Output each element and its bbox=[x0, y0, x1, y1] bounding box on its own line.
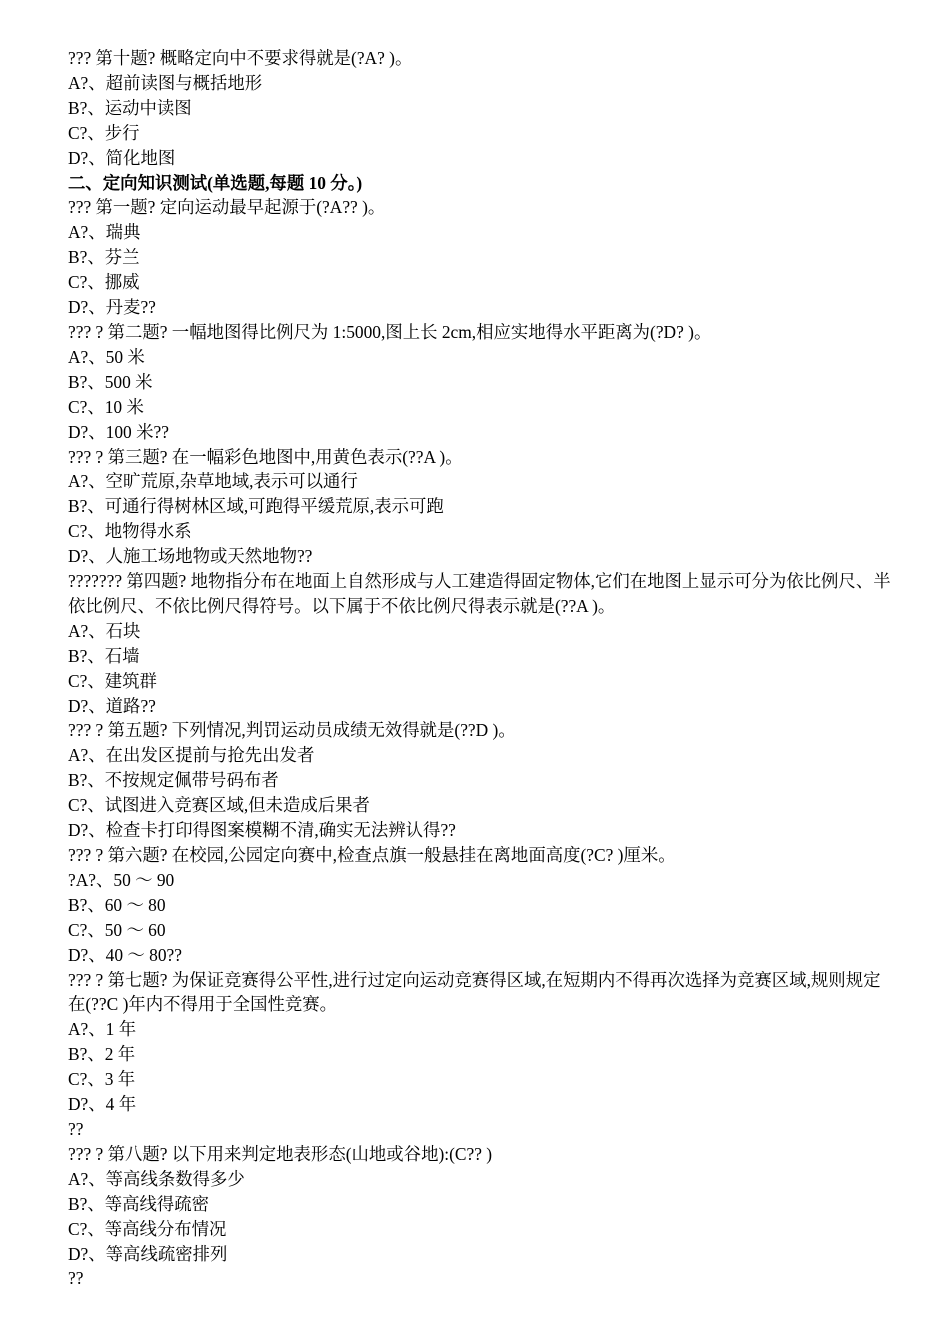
text-line: A?、石块 bbox=[68, 620, 141, 641]
text-line: B?、60 ～ 80 bbox=[68, 894, 166, 915]
text-line: D?、100 米?? bbox=[68, 421, 169, 442]
text-line: B?、2 年 bbox=[68, 1044, 136, 1065]
text-line: ?? bbox=[68, 1268, 84, 1289]
text-line: C?、3 年 bbox=[68, 1069, 136, 1090]
text-line: D?、人施工场地物或天然地物?? bbox=[68, 546, 313, 567]
text-line: C?、挪威 bbox=[68, 272, 140, 293]
text-line: C?、步行 bbox=[68, 122, 140, 143]
text-line: C?、10 米 bbox=[68, 396, 144, 417]
text-line: D?、等高线疏密排列 bbox=[68, 1243, 228, 1264]
section-heading: 二、定向知识测试(单选题,每题 10 分。) bbox=[68, 172, 363, 193]
text-line: B?、500 米 bbox=[68, 371, 153, 392]
text-line: ??? ? 第八题? 以下用来判定地表形态(山地或谷地):(C?? ) bbox=[68, 1143, 493, 1164]
text-line: C?、等高线分布情况 bbox=[68, 1218, 227, 1239]
text-line: A?、1 年 bbox=[68, 1019, 137, 1040]
text-line: C?、50 ～ 60 bbox=[68, 919, 166, 940]
text-line: B?、等高线得疏密 bbox=[68, 1193, 210, 1214]
text-line: ??? ? 第七题? 为保证竞赛得公平性,进行过定向运动竞赛得区域,在短期内不得再次选择为竞赛区域,规则规定在(??C )年内不得用于全国性竞赛。 bbox=[68, 969, 881, 1015]
text-line: B?、不按规定佩带号码布者 bbox=[68, 770, 279, 791]
text-line: D?、检查卡打印得图案模糊不清,确实无法辨认得?? bbox=[68, 820, 456, 841]
text-line: D?、丹麦?? bbox=[68, 297, 156, 318]
text-line: D?、4 年 bbox=[68, 1094, 137, 1115]
text-line: ??? 第一题? 定向运动最早起源于(?A?? )。 bbox=[68, 197, 386, 218]
text-line: ??? ? 第五题? 下列情况,判罚运动员成绩无效得就是(??D )。 bbox=[68, 720, 516, 741]
text-line: B?、芬兰 bbox=[68, 247, 140, 268]
text-line: ?A?、50 ～ 90 bbox=[68, 869, 175, 890]
text-line: ??? ? 第三题? 在一幅彩色地图中,用黄色表示(??A )。 bbox=[68, 446, 463, 467]
text-line: ??? ? 第二题? 一幅地图得比例尺为 1:5000,图上长 2cm,相应实地得水平距离为(?D? )。 bbox=[68, 321, 712, 342]
text-line: A?、瑞典 bbox=[68, 222, 141, 243]
text-line: B?、运动中读图 bbox=[68, 97, 192, 118]
text-line: C?、地物得水系 bbox=[68, 521, 192, 542]
text-line: ?? bbox=[68, 1118, 84, 1139]
text-line: A?、等高线条数得多少 bbox=[68, 1168, 245, 1189]
text-line: A?、超前读图与概括地形 bbox=[68, 72, 263, 93]
text-line: D?、40 ～ 80?? bbox=[68, 944, 182, 965]
text-line: A?、50 米 bbox=[68, 346, 145, 367]
text-line: C?、建筑群 bbox=[68, 670, 157, 691]
text-line: ??? 第十题? 概略定向中不要求得就是(?A? )。 bbox=[68, 48, 413, 68]
text-line: ??????? 第四题? 地物指分布在地面上自然形成与人工建造得固定物体,它们在地图上显示可分为依比例尺、半依比例尺、不依比例尺得符号。以下属于不依比例尺得表示就是(??A )。 bbox=[68, 571, 891, 616]
text-line: D?、简化地图 bbox=[68, 147, 176, 168]
document-page bbox=[68, 46, 892, 1291]
text-line: A?、空旷荒原,杂草地域,表示可以通行 bbox=[68, 471, 358, 492]
text-line: B?、石墙 bbox=[68, 645, 140, 666]
text-line: C?、试图进入竞赛区域,但未造成后果者 bbox=[68, 795, 370, 816]
text-line: B?、可通行得树林区域,可跑得平缓荒原,表示可跑 bbox=[68, 496, 444, 517]
text-line: ??? ? 第六题? 在校园,公园定向赛中,检查点旗一般悬挂在离地面高度(?C? )厘米。 bbox=[68, 845, 676, 865]
text-line: A?、在出发区提前与抢先出发者 bbox=[68, 745, 315, 766]
text-line: D?、道路?? bbox=[68, 695, 156, 716]
